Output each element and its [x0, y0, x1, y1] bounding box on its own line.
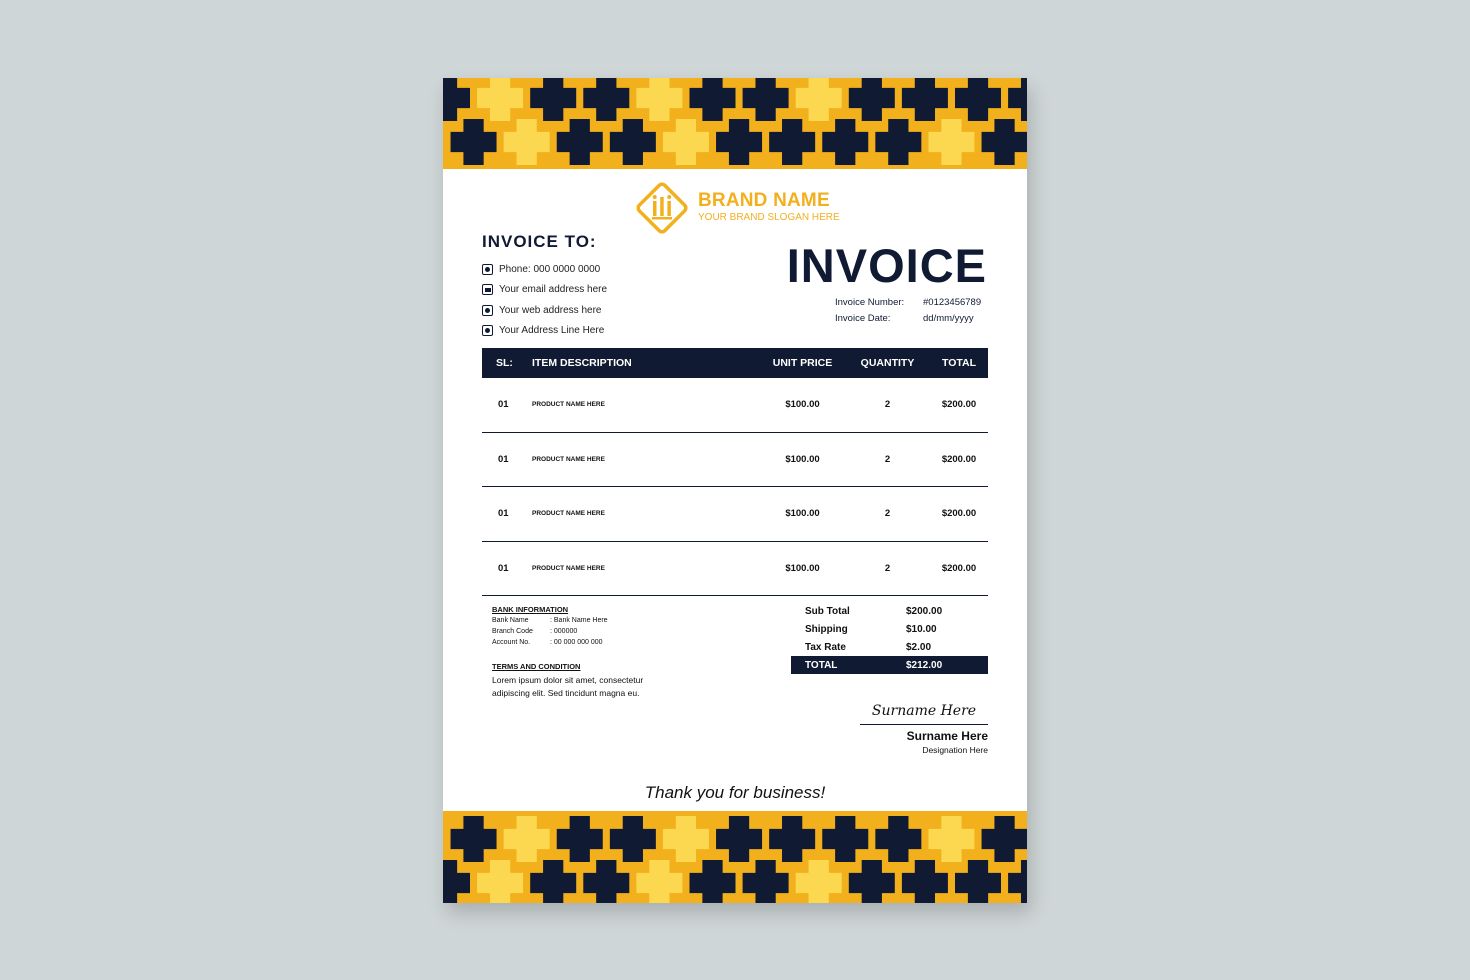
invoice-meta	[835, 297, 981, 329]
shipping-row	[791, 620, 988, 638]
bank-value: : Bank Name Here	[550, 617, 608, 624]
terms-title: TERMS AND CONDITION	[492, 662, 581, 671]
invoice-number-label: Invoice Number:	[835, 297, 905, 308]
items-table	[482, 348, 988, 596]
bank-information	[492, 605, 692, 650]
row-total: $200.00	[941, 508, 977, 520]
signer-name: Surname Here	[906, 729, 988, 744]
email-text: Your email address here	[499, 284, 608, 296]
thank-you-note: Thank you for business!	[644, 783, 826, 802]
row-unit-price: $100.00	[785, 562, 820, 574]
row-quantity: 2	[884, 562, 891, 574]
brand-header	[632, 177, 852, 239]
contact-web	[482, 300, 722, 321]
subtotal-label: Sub Total	[805, 605, 850, 617]
invoice-date-value: dd/mm/yyyy	[923, 313, 974, 324]
subtotal-row	[791, 602, 988, 620]
location-icon	[482, 325, 493, 336]
web-icon	[482, 305, 493, 316]
signature-block	[860, 698, 988, 755]
phone-icon	[482, 264, 493, 275]
invoice-number-value: #0123456789	[923, 297, 982, 308]
table-row	[482, 542, 988, 597]
bank-row	[492, 639, 692, 650]
invoice-page	[443, 78, 1027, 903]
shipping-label: Shipping	[805, 623, 848, 635]
shipping-value: $10.00	[906, 623, 937, 635]
total-label: TOTAL	[805, 659, 838, 671]
header-sl: SL:	[496, 357, 513, 369]
bank-row	[492, 617, 692, 628]
subtotal-value: $200.00	[906, 605, 943, 617]
email-icon	[482, 284, 493, 295]
brand-logo-icon	[632, 177, 692, 239]
phone-text: Phone: 000 0000 0000	[499, 263, 601, 275]
invoice-date-row	[835, 313, 981, 329]
tax-row	[791, 638, 988, 656]
signer-designation: Designation Here	[922, 745, 988, 756]
row-description: PRODUCT NAME HERE	[532, 564, 605, 572]
handwritten-signature: Surname Here	[871, 703, 977, 719]
bottom-pattern-band	[443, 809, 1027, 903]
row-quantity: 2	[884, 399, 891, 411]
signature-line	[860, 724, 988, 725]
row-sl: 01	[498, 399, 509, 411]
row-unit-price: $100.00	[785, 508, 820, 520]
row-sl: 01	[498, 562, 509, 574]
row-description: PRODUCT NAME HERE	[532, 401, 605, 409]
table-row	[482, 487, 988, 542]
totals-block	[791, 602, 988, 674]
row-unit-price: $100.00	[785, 399, 820, 411]
brand-name: BRAND NAME	[698, 190, 830, 211]
contact-phone	[482, 259, 722, 280]
invoice-to-title: INVOICE TO:	[482, 232, 597, 251]
top-pattern-band	[443, 78, 1027, 171]
row-quantity: 2	[884, 453, 891, 465]
bank-key: Branch Code	[492, 628, 533, 635]
contact-email	[482, 280, 722, 301]
row-quantity: 2	[884, 508, 891, 520]
row-description: PRODUCT NAME HERE	[532, 510, 605, 518]
web-text: Your web address here	[499, 304, 602, 316]
header-description: ITEM DESCRIPTION	[532, 357, 632, 369]
bank-value: : 000000	[550, 628, 578, 635]
row-total: $200.00	[941, 562, 977, 574]
row-unit-price: $100.00	[785, 453, 820, 465]
address-text: Your Address Line Here	[499, 325, 605, 337]
header-unit-price: UNIT PRICE	[772, 357, 833, 369]
invoice-date-label: Invoice Date:	[835, 313, 891, 324]
invoice-number-row	[835, 297, 981, 313]
bank-row	[492, 628, 692, 639]
bank-key: Account No.	[492, 639, 531, 646]
table-row	[482, 378, 988, 433]
total-value: $212.00	[906, 659, 943, 671]
table-header	[482, 348, 988, 378]
contact-address	[482, 321, 722, 342]
tax-value: $2.00	[906, 641, 932, 653]
table-row	[482, 433, 988, 488]
bank-value: : 00 000 000 000	[550, 639, 603, 646]
brand-slogan: YOUR BRAND SLOGAN HERE	[698, 212, 840, 223]
terms-text: Lorem ipsum dolor sit amet, consectetur adipiscing elit. Sed tincidunt magna eu.	[492, 675, 644, 698]
row-sl: 01	[498, 508, 509, 520]
row-sl: 01	[498, 453, 509, 465]
terms-and-condition	[492, 662, 692, 700]
row-total: $200.00	[941, 453, 977, 465]
tax-label: Tax Rate	[805, 641, 846, 653]
header-total: TOTAL	[941, 357, 977, 369]
invoice-title: INVOICE	[786, 239, 987, 292]
grand-total-row	[791, 656, 988, 674]
row-total: $200.00	[941, 399, 977, 411]
bank-title: BANK INFORMATION	[492, 605, 569, 614]
row-description: PRODUCT NAME HERE	[532, 455, 605, 463]
contact-list	[482, 259, 722, 341]
bank-key: Bank Name	[492, 617, 529, 624]
header-quantity: QUANTITY	[860, 357, 915, 369]
